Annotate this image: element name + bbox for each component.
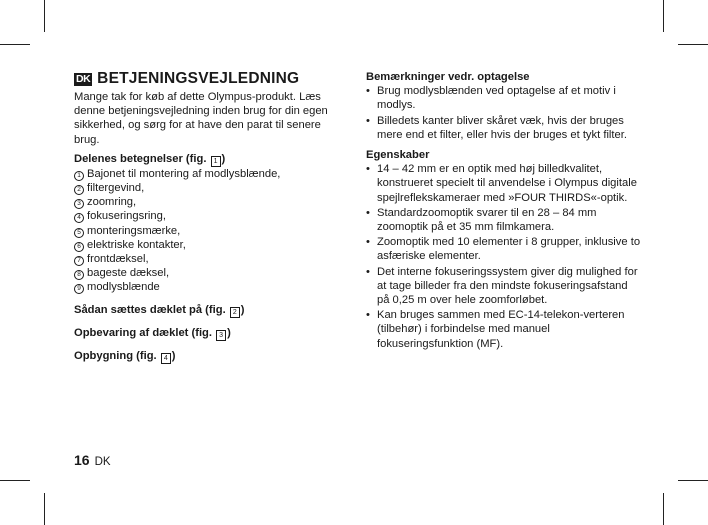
crop-mark xyxy=(44,0,45,32)
list-item xyxy=(74,266,346,280)
list-item: • Det interne fokuseringssystem giver dig mulighed for at tage billeder fra den mindste fokuseringsafstand på 0,25 m over hele zoomforløbet. xyxy=(366,265,642,308)
item-number: 8 xyxy=(74,270,84,280)
item-label: fokuseringsring, xyxy=(87,210,166,223)
figure-ref: 4 xyxy=(161,353,171,364)
parts-list xyxy=(74,167,346,295)
figure-ref: 3 xyxy=(216,330,226,341)
item-label: elektriske kontakter, xyxy=(87,238,186,251)
features-list xyxy=(366,162,642,351)
crop-mark xyxy=(663,0,664,32)
parts-heading-text: Delenes betegnelser (fig. xyxy=(74,152,210,165)
item-label: zoomring, xyxy=(87,196,137,209)
item-label: monteringsmærke, xyxy=(87,224,181,237)
item-label: Bajonet til montering af modlysblænde, xyxy=(87,167,281,180)
notes-list xyxy=(366,84,642,142)
construction-heading xyxy=(74,349,346,364)
list-item: • Billedets kanter bliver skåret væk, hvis der bruges mere end et filter, eller hvis der bruges et tykt filter. xyxy=(366,114,642,142)
figure-ref: 2 xyxy=(230,307,240,318)
left-column xyxy=(74,70,346,364)
list-item xyxy=(74,209,346,223)
item-number: 4 xyxy=(74,213,84,223)
item-number: 6 xyxy=(74,242,84,252)
list-item xyxy=(74,181,346,195)
crop-mark xyxy=(44,493,45,525)
item-label: modlysblænde xyxy=(87,281,160,294)
page-title: BETJENINGSVEJLEDNING xyxy=(97,70,300,88)
crop-mark xyxy=(663,493,664,525)
section-heading-end: ) xyxy=(171,349,176,362)
list-item: • Zoomoptik med 10 elementer i 8 grupper, inklusive to asfæriske elementer. xyxy=(366,235,642,263)
item-number: 7 xyxy=(74,256,84,266)
crop-mark xyxy=(678,480,708,481)
list-item: • Kan bruges sammen med EC-14-telekon-verteren (tilbehør) i forbindelse med manuel fokuseringsfunktion (MF). xyxy=(366,308,642,351)
language-badge: DK xyxy=(76,73,91,85)
section-heading-end: ) xyxy=(227,326,231,339)
list-item xyxy=(74,238,346,252)
section-heading-text: Sådan sættes dæklet på (fig. xyxy=(74,303,229,316)
intro-paragraph: Mange tak for køb af dette Olympus-produkt. Læs denne betjeningsvejledning inden brug for din egen sikkerhed, og sørg for at have den parat til senere brug. xyxy=(74,91,328,146)
item-number: 1 xyxy=(74,171,84,181)
figure-ref: 1 xyxy=(211,156,221,167)
page-number: 16 xyxy=(74,452,90,468)
footer-language: DK xyxy=(94,456,111,468)
crop-mark xyxy=(678,44,708,45)
title-row xyxy=(74,70,346,89)
list-item xyxy=(74,167,346,181)
list-item: • Brug modlysblænden ved optagelse af et motiv i modlys. xyxy=(366,84,642,112)
parts-heading xyxy=(74,152,346,167)
item-number: 9 xyxy=(74,284,84,294)
item-label: bageste dæksel, xyxy=(87,267,170,280)
parts-heading-end: ) xyxy=(221,152,226,165)
storing-cap-heading xyxy=(74,326,346,341)
list-item: • Standardzoomoptik svarer til en 28 – 84 mm zoomoptik på et 35 mm filmkamera. xyxy=(366,206,642,234)
right-column xyxy=(366,70,642,352)
section-heading-text: Opbygning (fig. xyxy=(74,349,160,362)
list-item xyxy=(74,195,346,209)
item-label: frontdæksel, xyxy=(87,253,149,266)
notes-heading: Bemærkninger vedr. optagelse xyxy=(366,71,530,83)
section-heading-end: ) xyxy=(240,303,245,316)
attach-cap-heading xyxy=(74,303,346,318)
section-heading-text: Opbevaring af dæklet (fig. xyxy=(74,326,216,339)
list-item xyxy=(74,280,346,294)
list-item: • 14 – 42 mm er en optik med høj billedkvalitet, konstrueret specielt til anvendelse i Olympus digitale spejlreflekskameraer med »FOUR THIRDS«-optik. xyxy=(366,162,642,205)
item-label: filtergevind, xyxy=(87,182,145,195)
item-number: 2 xyxy=(74,185,84,195)
crop-mark xyxy=(0,44,30,45)
crop-mark xyxy=(0,480,30,481)
features-heading: Egenskaber xyxy=(366,149,430,162)
item-number: 5 xyxy=(74,228,84,238)
item-number: 3 xyxy=(74,199,84,209)
list-item xyxy=(74,252,346,266)
page-footer xyxy=(74,452,111,468)
list-item xyxy=(74,224,346,238)
